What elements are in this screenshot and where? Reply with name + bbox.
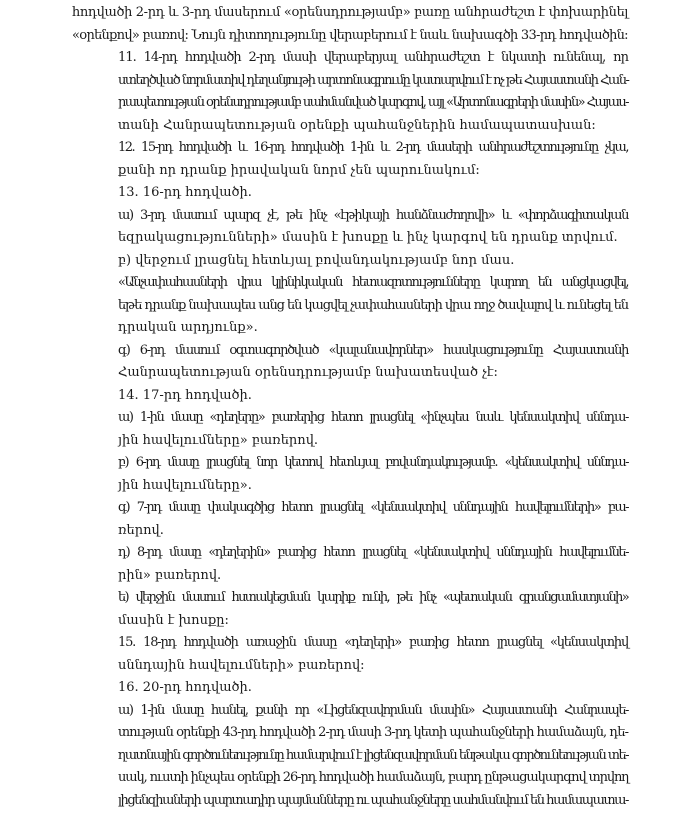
paragraph-p-intro bbox=[72, 2, 628, 47]
text-line: սակ, ուստի ինչպես օրենքի 26-րդ հոդվածի համաձայն, բարդ ընթացակարգով տրվող bbox=[118, 770, 629, 785]
paragraph-p-14b bbox=[72, 452, 628, 497]
document-body bbox=[72, 2, 628, 812]
text-line: յին հավելումները». bbox=[118, 477, 252, 493]
paragraph-p-13g bbox=[72, 340, 628, 385]
paragraph-p-14e bbox=[72, 587, 628, 632]
text-line: րապետության օրենսդրությամբ սահմանված կարգով, այլ «Արտոնագրերի մասին» Հայաս- bbox=[118, 95, 628, 110]
text-line: եթե դրանք նախապես անց են կացվել չափահասների վրա ողջ ծավալով և ունեցել են bbox=[118, 297, 628, 313]
text-line: Հանրապետության օրենսդրությամբ նախատեսված չէ: bbox=[118, 365, 498, 380]
text-line: ռերով. bbox=[118, 522, 164, 538]
text-line: դ) 8-րդ մասը «դեղերին» բառից հետո լրացնել «կենսակտիվ սննդային հավելումնե- bbox=[118, 545, 628, 560]
text-line: ե) վերջին մասում հստակեցման կարիք ունի, թե ինչ «պետական գրանցամատյանի» bbox=[118, 590, 628, 605]
text-line: ա) 1-ին մասը հանել, քանի որ «Լիցենզավորման մասին» Հայաստանի Հանրապե- bbox=[118, 702, 628, 718]
text-line: բ) վերջում լրացնել հետևյալ բովանդակությամբ նոր մաս. bbox=[118, 252, 515, 268]
paragraph-p-13b bbox=[72, 250, 628, 273]
paragraph-p-13 bbox=[72, 182, 628, 205]
text-line: տանի Հանրապետության օրենքի պահանջներին համապատասխան: bbox=[118, 117, 596, 133]
text-line: գ) 6-րդ մասում օգտագործված «կալանավորներ» հասկացությունը Հայաստանի bbox=[118, 342, 628, 358]
text-line: մասին է խոսքը: bbox=[118, 612, 229, 628]
text-line: սննդային հավելումների» բառերով: bbox=[118, 657, 365, 673]
paragraph-p-13b-quote bbox=[72, 272, 628, 340]
text-line: ա) 3-րդ մասում պարզ չէ, թե ինչ «էթիկայի հանձնաժողովի» և «փորձագիտական bbox=[118, 207, 628, 223]
paragraph-p-15 bbox=[72, 632, 628, 677]
text-line: հոդվածի 2-րդ և 3-րդ մասերում «օրենսդրությամբ» բառը անհրաժեշտ է փոխարինել bbox=[72, 5, 628, 20]
text-line: քանի որ դրանք իրավական նորմ չեն պարունակում: bbox=[118, 162, 480, 178]
paragraph-p-16a bbox=[72, 700, 628, 813]
text-line: յին հավելումները» բառերով. bbox=[118, 432, 319, 448]
paragraph-p-12 bbox=[72, 137, 628, 182]
text-line: 14. 17-րդ հոդվածի. bbox=[118, 387, 252, 403]
text-line: 11. 14-րդ հոդվածի 2-րդ մասի վերաբերյալ անհրաժեշտ է նկատի ունենալ, որ bbox=[118, 50, 628, 65]
text-line: բ) 6-րդ մասը լրացնել նոր կետով հետևյալ բովանդակությամբ. «կենսակտիվ սննդա- bbox=[118, 455, 628, 470]
text-line: 13. 16-րդ հոդվածի. bbox=[118, 185, 252, 200]
text-line: գ) 7-րդ մասը փակագծից հետո լրացնել «կենսակտիվ սննդային հավելումների» բա- bbox=[118, 500, 628, 515]
paragraph-p-14d bbox=[72, 542, 628, 587]
paragraph-p-11 bbox=[72, 47, 628, 137]
text-line: ղատնային գործունեությունը համարվում է լիցենզավորման ենթակա գործունեության տե- bbox=[118, 747, 628, 763]
paragraph-p-14a bbox=[72, 407, 628, 452]
text-line: դրական արդյունք». bbox=[118, 320, 258, 335]
text-line: ա) 1-ին մասը «դեղերը» բառերից հետո լրացնել «ինչպես նաև կենսակտիվ սննդա- bbox=[118, 410, 628, 425]
paragraph-p-13a bbox=[72, 205, 628, 250]
text-line: 12. 15-րդ հոդվածի և 16-րդ հոդվածի 1-ին և 2-րդ մասերի անհրաժեշտությունը չկա, bbox=[118, 140, 628, 155]
text-line: 16. 20-րդ հոդվածի. bbox=[118, 680, 252, 695]
paragraph-p-14 bbox=[72, 385, 628, 408]
text-line: «Անչափահասների վրա կլինիկական հետազոտությունները կարող են անցկացվել, bbox=[118, 275, 628, 290]
text-line: եզրակացությունների» մասին է խոսքը և ինչ կարգով են դրանք տրվում. bbox=[118, 230, 618, 245]
text-line: րին» բառերով. bbox=[118, 567, 222, 583]
paragraph-p-16 bbox=[72, 677, 628, 700]
text-line: տության օրենքի 43-րդ հոդվածի 2-րդ մասի 3-րդ կետի պահանջների համաձայն, դե- bbox=[118, 725, 628, 740]
paragraph-p-14g bbox=[72, 497, 628, 542]
text-line: 15. 18-րդ հոդվածի առաջին մասը «դեղերի» բառից հետո լրացնել «կենսակտիվ bbox=[118, 635, 628, 650]
text-line: լիցենզիաների պարտադիր պայմանները ու պահանջները սահմանվում են համապատա- bbox=[118, 792, 628, 808]
text-line: ստեղծված նորմատիվ դեղանյութի արտոնագրումը կատարվում է ոչ թե Հայաստանի Հան- bbox=[118, 72, 629, 88]
text-line: «օրենքով» բառով: Նույն դիտողությունը վերաբերում է նաև նախագծի 33-րդ հոդվածին: bbox=[72, 27, 628, 43]
